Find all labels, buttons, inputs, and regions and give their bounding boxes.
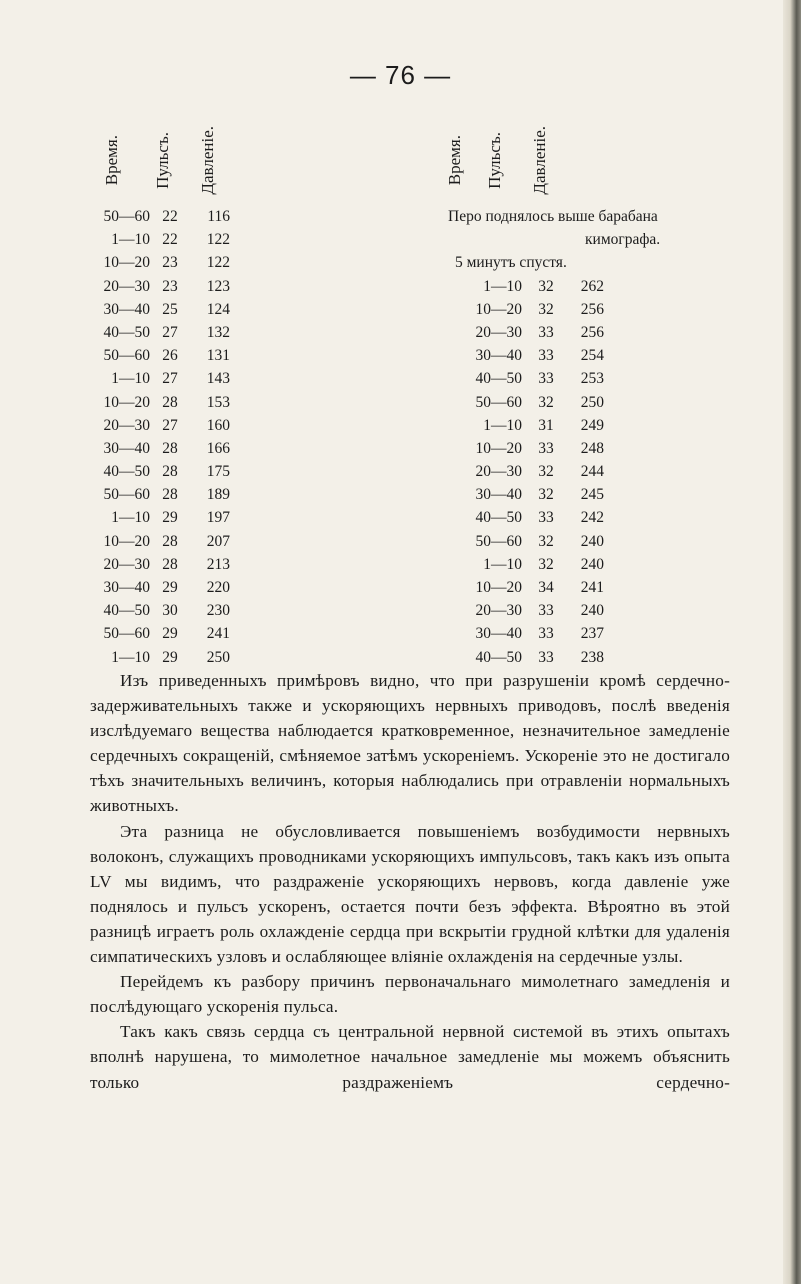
paragraph-3: Перейдемъ къ разбору причинъ первоначальнаго мимолетнаго замедленія и послѣдующаго ускоренія пульса. bbox=[90, 972, 730, 1017]
time-cell: 40—50 bbox=[475, 509, 522, 527]
pulse-cell: 25 bbox=[162, 300, 178, 318]
right-header-time: Время. bbox=[445, 134, 464, 186]
time-cell: 30—40 bbox=[475, 625, 522, 643]
pressure-cell: 124 bbox=[206, 300, 230, 318]
time-cell: 1—10 bbox=[483, 555, 522, 573]
pulse-cell: 32 bbox=[538, 555, 554, 573]
table-row bbox=[90, 391, 240, 414]
left-data-table bbox=[90, 110, 240, 669]
time-cell: 20—30 bbox=[475, 602, 522, 620]
time-cell: 1—10 bbox=[111, 509, 150, 527]
pulse-cell: 27 bbox=[162, 323, 178, 341]
pulse-cell: 29 bbox=[162, 625, 178, 643]
pressure-cell: 207 bbox=[206, 532, 230, 550]
table-row bbox=[90, 414, 240, 437]
pressure-cell: 132 bbox=[206, 323, 230, 341]
pressure-cell: 244 bbox=[580, 463, 604, 481]
table-row bbox=[450, 344, 740, 367]
table-row bbox=[450, 599, 740, 622]
pulse-cell: 28 bbox=[162, 555, 178, 573]
pulse-cell: 33 bbox=[538, 509, 554, 527]
time-cell: 20—30 bbox=[475, 463, 522, 481]
time-cell: 1—10 bbox=[483, 416, 522, 434]
pulse-cell: 32 bbox=[538, 532, 554, 550]
table-row bbox=[450, 576, 740, 599]
table-row bbox=[450, 321, 740, 344]
left-table-header bbox=[90, 110, 240, 205]
table-row bbox=[450, 414, 740, 437]
time-cell: 20—30 bbox=[103, 555, 150, 573]
right-table-note-2: кимографа. bbox=[585, 231, 661, 249]
right-header-pressure: Давленіе. bbox=[530, 125, 549, 195]
time-cell: 50—60 bbox=[475, 393, 522, 411]
pressure-cell: 189 bbox=[206, 486, 230, 504]
right-table-body bbox=[450, 275, 740, 669]
time-cell: 50—60 bbox=[103, 208, 150, 225]
table-row bbox=[90, 205, 240, 228]
paragraph-2: Эта разница не обусловливается повышеніемъ возбудимости нервныхъ волоконъ, служащихъ проводниками ускоряющихъ импульсовъ, такъ какъ изъ опыта LV мы видимъ, что раздраженіе ускоряющихъ нервовъ, когда давленіе уже поднялось и пульсъ ускоренъ, остается почти безъ эффекта. Вѣроятно въ этой разницѣ играетъ роль охлажденіе сердца при вскрытіи грудной клѣтки для удаленія симпатическихъ узловъ и ослабляющее вліяніе охлажденія на сердечные узлы. bbox=[90, 821, 730, 967]
time-cell: 20—30 bbox=[475, 323, 522, 341]
pulse-cell: 33 bbox=[538, 347, 554, 365]
pulse-cell: 22 bbox=[162, 208, 178, 225]
pressure-cell: 245 bbox=[580, 486, 604, 504]
time-cell: 1—10 bbox=[111, 231, 150, 249]
time-cell: 40—50 bbox=[475, 370, 522, 388]
pulse-cell: 22 bbox=[162, 231, 178, 249]
table-row bbox=[450, 298, 740, 321]
table-row bbox=[450, 460, 740, 483]
table-row bbox=[90, 344, 240, 367]
right-table-header bbox=[445, 110, 740, 205]
pressure-cell: 166 bbox=[206, 439, 230, 457]
pressure-cell: 143 bbox=[206, 370, 230, 388]
table-row bbox=[90, 553, 240, 576]
table-row bbox=[90, 275, 240, 298]
pressure-cell: 249 bbox=[580, 416, 604, 434]
pressure-cell: 122 bbox=[206, 254, 230, 272]
pulse-cell: 32 bbox=[538, 393, 554, 411]
pulse-cell: 28 bbox=[162, 463, 178, 481]
table-row bbox=[450, 646, 740, 669]
page-number: — 76 — bbox=[349, 60, 452, 90]
pressure-cell: 213 bbox=[206, 555, 230, 573]
pressure-cell: 254 bbox=[580, 347, 604, 365]
pressure-cell: 242 bbox=[580, 509, 604, 527]
pulse-cell: 26 bbox=[162, 347, 178, 365]
pressure-cell: 248 bbox=[580, 439, 604, 457]
right-table-note-3: 5 минутъ спустя. bbox=[455, 254, 567, 272]
time-cell: 40—50 bbox=[475, 648, 522, 666]
pressure-cell: 262 bbox=[580, 277, 604, 295]
pulse-cell: 34 bbox=[538, 579, 554, 596]
table-row bbox=[90, 228, 240, 251]
pulse-cell: 23 bbox=[162, 277, 178, 295]
table-row bbox=[90, 506, 240, 529]
paragraph-4: Такъ какъ связь сердца съ центральной нервной системой въ этихъ опытахъ вполнѣ нарушена, то мимолетное начальное замедленіе мы можемъ объяснить только раздраженіемъ сердечно- bbox=[90, 1022, 730, 1092]
pressure-cell: 175 bbox=[206, 463, 230, 481]
pressure-cell: 131 bbox=[206, 347, 230, 365]
table-row bbox=[450, 622, 740, 645]
time-cell: 10—20 bbox=[475, 300, 522, 318]
right-header-pulse: Пульсъ. bbox=[485, 131, 504, 189]
pressure-cell: 122 bbox=[206, 231, 230, 249]
left-table-body bbox=[90, 205, 240, 669]
pulse-cell: 30 bbox=[162, 602, 178, 620]
pulse-cell: 23 bbox=[162, 254, 178, 272]
time-cell: 1—10 bbox=[483, 277, 522, 295]
table-row bbox=[90, 622, 240, 645]
time-cell: 50—60 bbox=[103, 347, 150, 365]
table-row bbox=[450, 483, 740, 506]
pressure-cell: 238 bbox=[580, 648, 604, 666]
pressure-cell: 230 bbox=[206, 602, 230, 620]
table-row bbox=[450, 391, 740, 414]
time-cell: 30—40 bbox=[103, 300, 150, 318]
time-cell: 10—20 bbox=[103, 393, 150, 411]
time-cell: 10—20 bbox=[475, 439, 522, 457]
time-cell: 40—50 bbox=[103, 463, 150, 481]
pulse-cell: 28 bbox=[162, 393, 178, 411]
table-row bbox=[450, 530, 740, 553]
pulse-cell: 32 bbox=[538, 277, 554, 295]
pressure-cell: 250 bbox=[206, 648, 230, 666]
time-cell: 40—50 bbox=[103, 323, 150, 341]
pulse-cell: 33 bbox=[538, 648, 554, 666]
table-row bbox=[90, 321, 240, 344]
pressure-cell: 240 bbox=[580, 555, 604, 573]
pulse-cell: 27 bbox=[162, 416, 178, 434]
table-row bbox=[90, 576, 240, 599]
table-row bbox=[90, 483, 240, 506]
pressure-cell: 241 bbox=[206, 625, 230, 643]
time-cell: 30—40 bbox=[103, 439, 150, 457]
pressure-cell: 220 bbox=[206, 579, 230, 596]
time-cell: 20—30 bbox=[103, 416, 150, 434]
time-cell: 10—20 bbox=[103, 532, 150, 550]
right-table-note-1: Перо поднялось выше барабана bbox=[448, 208, 658, 225]
pressure-cell: 160 bbox=[206, 416, 230, 434]
pulse-cell: 31 bbox=[538, 416, 554, 434]
pulse-cell: 32 bbox=[538, 486, 554, 504]
pulse-cell: 33 bbox=[538, 602, 554, 620]
pulse-cell: 29 bbox=[162, 509, 178, 527]
pressure-cell: 123 bbox=[206, 277, 230, 295]
pulse-cell: 28 bbox=[162, 486, 178, 504]
pressure-cell: 250 bbox=[580, 393, 604, 411]
time-cell: 50—60 bbox=[475, 532, 522, 550]
pulse-cell: 29 bbox=[162, 579, 178, 596]
time-cell: 10—20 bbox=[103, 254, 150, 272]
pressure-cell: 256 bbox=[580, 323, 604, 341]
paragraph-1: Изъ приведенныхъ примѣровъ видно, что при разрушеніи кромѣ сердечно-задерживательныхъ также и ускоряющихъ нервныхъ приводовъ, послѣ введенія изслѣдуемаго вещества наблюдается кратковременное, незначительное замедленіе сердечныхъ сокращеній, смѣняемое затѣмъ ускореніемъ. Ускореніе это не достигало тѣхъ значительныхъ величинъ, которыя наблюдались при отравленіи нормальныхъ животныхъ. bbox=[90, 671, 730, 816]
time-cell: 10—20 bbox=[475, 579, 522, 596]
pulse-cell: 29 bbox=[162, 648, 178, 666]
pressure-cell: 253 bbox=[580, 370, 604, 388]
pulse-cell: 32 bbox=[538, 300, 554, 318]
pressure-cell: 237 bbox=[580, 625, 604, 643]
pulse-cell: 33 bbox=[538, 439, 554, 457]
pulse-cell: 32 bbox=[538, 463, 554, 481]
table-row bbox=[90, 251, 240, 274]
time-cell: 1—10 bbox=[111, 370, 150, 388]
table-row bbox=[450, 506, 740, 529]
pulse-cell: 27 bbox=[162, 370, 178, 388]
table-row bbox=[90, 460, 240, 483]
pulse-cell: 33 bbox=[538, 370, 554, 388]
pulse-cell: 28 bbox=[162, 439, 178, 457]
time-cell: 50—60 bbox=[103, 486, 150, 504]
time-cell: 1—10 bbox=[111, 648, 150, 666]
table-row bbox=[450, 367, 740, 390]
time-cell: 30—40 bbox=[103, 579, 150, 596]
pulse-cell: 33 bbox=[538, 323, 554, 341]
table-row bbox=[450, 553, 740, 576]
table-row bbox=[90, 530, 240, 553]
table-row bbox=[90, 367, 240, 390]
table-row bbox=[90, 437, 240, 460]
pulse-cell: 28 bbox=[162, 532, 178, 550]
time-cell: 20—30 bbox=[103, 277, 150, 295]
time-cell: 50—60 bbox=[103, 625, 150, 643]
table-row bbox=[90, 646, 240, 669]
pressure-cell: 240 bbox=[580, 602, 604, 620]
pressure-cell: 256 bbox=[580, 300, 604, 318]
left-header-pressure: Давленіе. bbox=[198, 125, 217, 195]
page-edge-shadow bbox=[783, 0, 801, 1284]
pulse-cell: 33 bbox=[538, 625, 554, 643]
table-row bbox=[90, 599, 240, 622]
left-header-time: Время. bbox=[102, 134, 121, 186]
pressure-cell: 241 bbox=[580, 579, 604, 596]
left-header-pulse: Пульсъ. bbox=[153, 131, 172, 189]
right-data-table bbox=[445, 110, 740, 669]
pressure-cell: 153 bbox=[206, 393, 230, 411]
table-row bbox=[450, 275, 740, 298]
pressure-cell: 197 bbox=[206, 509, 230, 527]
table-row bbox=[450, 437, 740, 460]
table-row bbox=[90, 298, 240, 321]
time-cell: 40—50 bbox=[103, 602, 150, 620]
time-cell: 30—40 bbox=[475, 486, 522, 504]
pressure-cell: 240 bbox=[580, 532, 604, 550]
pressure-cell: 116 bbox=[207, 208, 230, 225]
time-cell: 30—40 bbox=[475, 347, 522, 365]
body-text bbox=[90, 668, 730, 1095]
